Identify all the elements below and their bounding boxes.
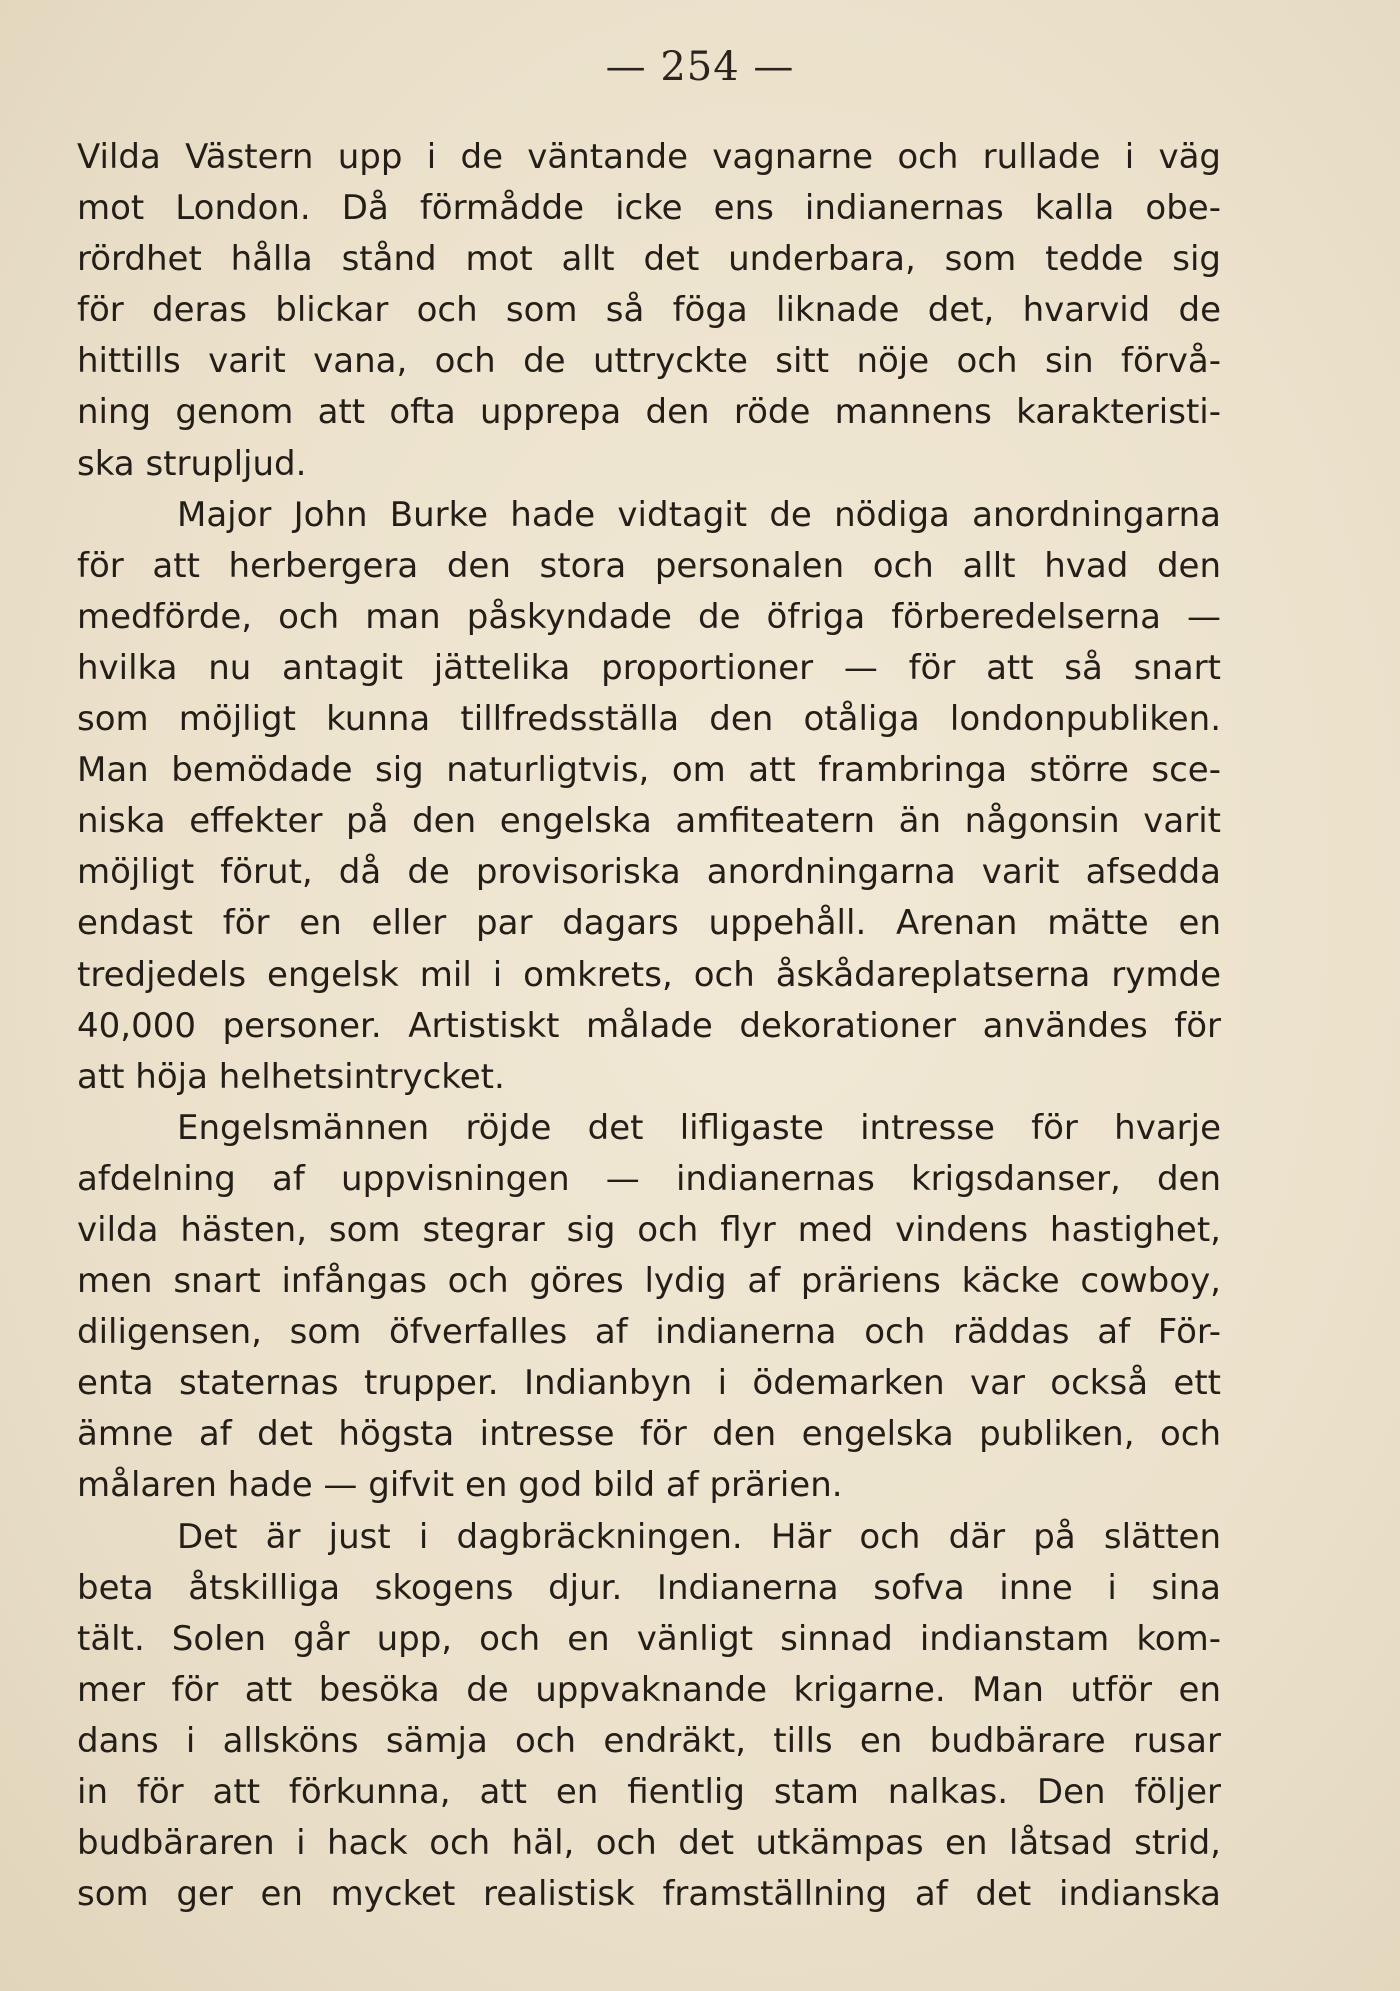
paragraph bbox=[77, 1512, 1221, 1921]
text-line: tredjedels engelsk mil i omkrets, och åskådareplatserna rymde bbox=[77, 954, 1221, 995]
text-line: hvilka nu antagit jättelika proportioner — för att så snart bbox=[77, 647, 1221, 688]
paragraph bbox=[77, 132, 1221, 490]
text-line: ämne af det högsta intresse för den engelska publiken, och bbox=[77, 1414, 1221, 1455]
text-line: budbäraren i hack och häl, och det utkämpas en låtsad strid, bbox=[77, 1823, 1221, 1864]
text-line: Vilda Västern upp i de väntande vagnarne och rullade i väg bbox=[77, 137, 1221, 177]
text-line: niska effekter på den engelska amfiteatern än någonsin varit bbox=[77, 801, 1221, 842]
text-line: Major John Burke hade vidtagit de nödiga anordningarna bbox=[177, 494, 1221, 535]
text-line: målaren hade — gifvit en god bild af prärien. bbox=[77, 1465, 843, 1506]
text-line: Man bemödade sig naturligtvis, om att frambringa större sce- bbox=[77, 750, 1221, 791]
text-line: dans i allsköns sämja och endräkt, tills en budbärare rusar bbox=[77, 1720, 1221, 1761]
text-line: ska strupljud. bbox=[77, 443, 307, 484]
text-line: afdelning af uppvisningen — indianernas krigsdanser, den bbox=[77, 1158, 1221, 1199]
text-line: men snart infångas och göres lydig af präriens käcke cowboy, bbox=[77, 1261, 1221, 1302]
text-line: endast för en eller par dagars uppehåll. Arenan mätte en bbox=[77, 903, 1221, 944]
text-line: mer för att besöka de uppvaknande krigarne. Man utför en bbox=[77, 1669, 1221, 1710]
text-line: för att herbergera den stora personalen och allt hvad den bbox=[77, 545, 1221, 586]
text-line: tält. Solen går upp, och en vänligt sinnad indianstam kom- bbox=[77, 1618, 1221, 1659]
text-line: enta staternas trupper. Indianbyn i ödemarken var också ett bbox=[77, 1363, 1221, 1404]
text-line: som möjligt kunna tillfredsställa den otåliga londonpubliken. bbox=[77, 699, 1221, 740]
text-line: för deras blickar och som så föga liknade det, hvarvid de bbox=[77, 290, 1221, 331]
body-text bbox=[77, 132, 1221, 1920]
text-line: ning genom att ofta upprepa den röde mannens karakteristi- bbox=[77, 392, 1221, 433]
text-line: hittills varit vana, och de uttryckte sitt nöje och sin förvå- bbox=[77, 341, 1221, 382]
text-line: diligensen, som öfverfalles af indianerna och räddas af För- bbox=[77, 1312, 1221, 1353]
text-line: Engelsmännen röjde det lifligaste intresse för hvarje bbox=[177, 1107, 1221, 1148]
text-line: att höja helhetsintrycket. bbox=[77, 1056, 505, 1097]
paragraph bbox=[77, 490, 1221, 1103]
text-line: mot London. Då förmådde icke ens indianernas kalla obe- bbox=[77, 188, 1221, 229]
text-line: som ger en mycket realistisk framställning af det indianska bbox=[77, 1874, 1221, 1915]
text-line: beta åtskilliga skogens djur. Indianerna sofva inne i sina bbox=[77, 1567, 1221, 1608]
text-line: Det är just i dagbräckningen. Här och där på slätten bbox=[177, 1516, 1221, 1557]
text-line: möjligt förut, då de provisoriska anordningarna varit afsedda bbox=[77, 852, 1221, 893]
text-line: vilda hästen, som stegrar sig och flyr med vindens hastighet, bbox=[77, 1209, 1221, 1250]
text-line: 40,000 personer. Artistiskt målade dekorationer användes för bbox=[77, 1005, 1221, 1046]
page-number: — 254 — bbox=[605, 44, 795, 90]
text-line: medförde, och man påskyndade de öfriga förberedelserna — bbox=[77, 596, 1221, 637]
paragraph bbox=[77, 1103, 1221, 1512]
text-line: rördhet hålla stånd mot allt det underbara, som tedde sig bbox=[77, 239, 1221, 280]
text-line: in för att förkunna, att en fientlig stam nalkas. Den följer bbox=[77, 1772, 1221, 1812]
